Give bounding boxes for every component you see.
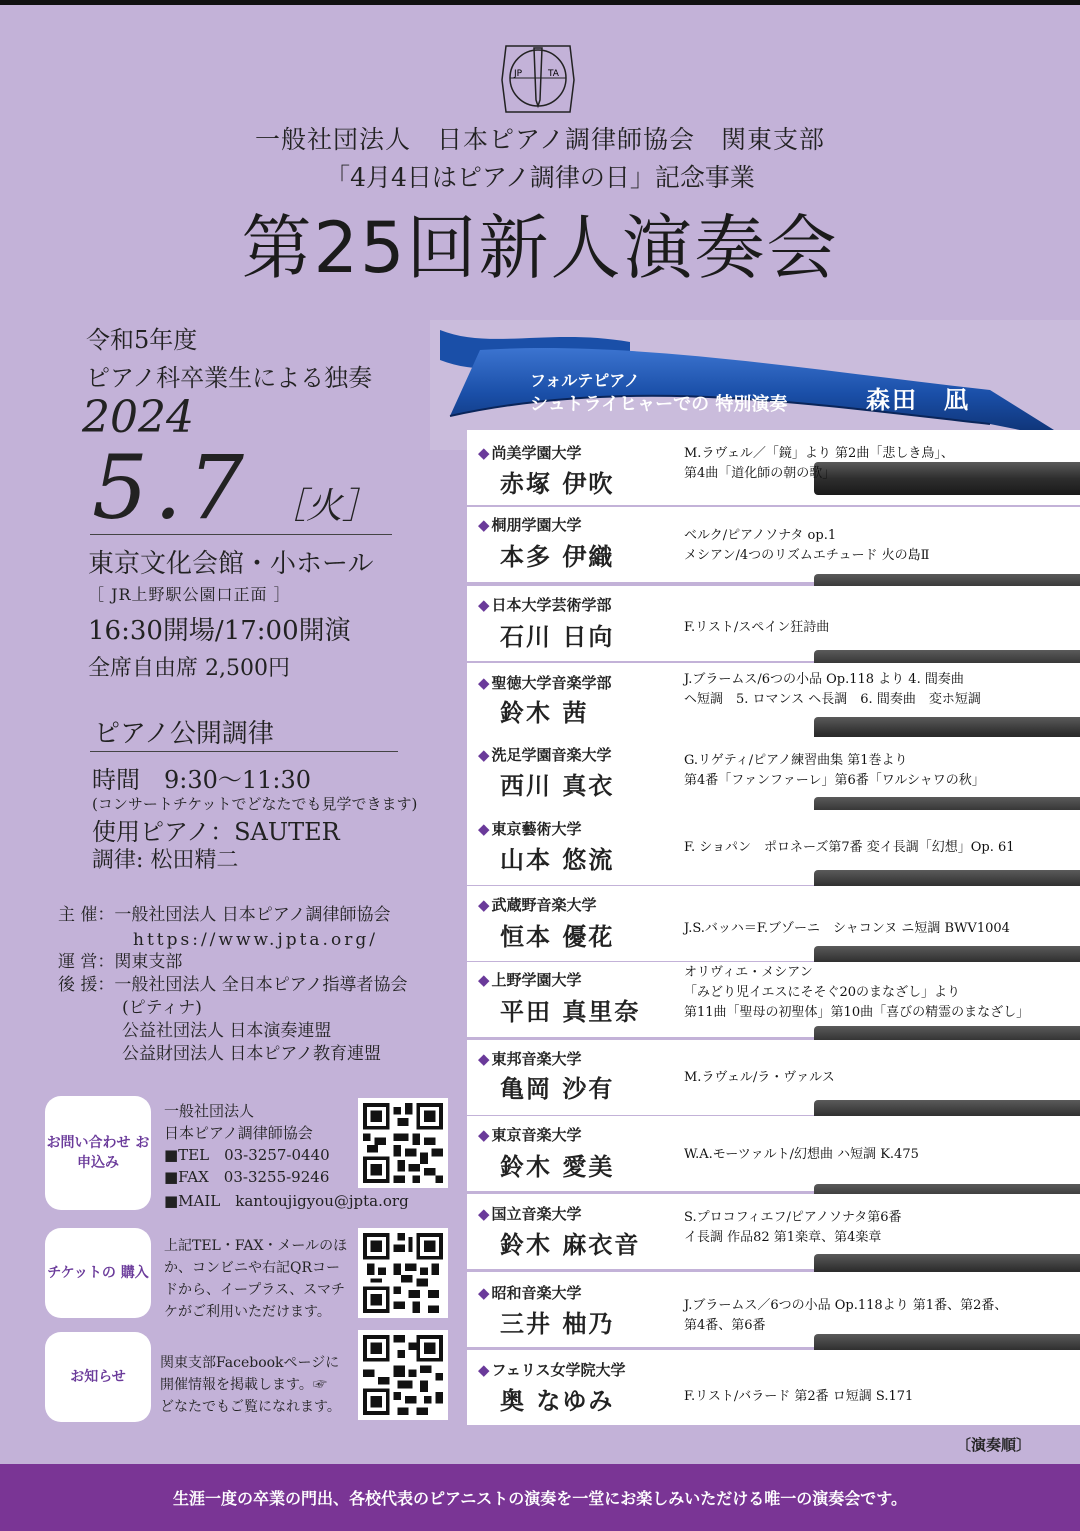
venue-note: ［ JR上野駅公園口正面 ］: [88, 585, 291, 604]
logo-ta: TA: [548, 69, 559, 79]
contact-label: お問い合わせ お申込み: [45, 1096, 151, 1210]
notice-line-2: 開催情報を掲載します。☞: [160, 1377, 327, 1393]
performer-school: ◆ 日本大学芸術学部: [478, 596, 612, 614]
tuning-note: (コンサートチケットでどなたでも見学できます): [92, 795, 418, 813]
notice-line-1: 関東支部Facebookページに: [160, 1355, 340, 1371]
performer-school: ◆ 国立音楽大学: [478, 1205, 582, 1223]
support-1b: (ピティナ): [122, 998, 202, 1018]
event-description: ピアノ科卒業生による独奏: [86, 364, 373, 392]
top-border: [0, 0, 1080, 5]
performer-piece: F.リスト/バラード 第2番 ロ短調 S.171: [684, 1389, 914, 1404]
performer-piece: J.ブラームス／6つの小品 Op.118より 第1番、第2番、 第4番、第6番: [684, 1298, 1008, 1333]
performer-name: 鈴木 麻衣音: [500, 1230, 641, 1259]
divider: [90, 751, 398, 752]
jpta-logo: [496, 40, 580, 118]
event-date: 5.7: [92, 436, 250, 539]
performer-school: ◆ 武蔵野音楽大学: [478, 896, 597, 914]
event-year: 2024: [82, 392, 194, 443]
performer-school: ◆ 東邦音楽大学: [478, 1050, 582, 1068]
performer-school: ◆ フェリス女学院大学: [478, 1361, 626, 1379]
performer-name: 西川 真衣: [500, 771, 615, 800]
performer-piece: J.S.バッハ＝F.ブゾーニ シャコンヌ ニ短調 BWV1004: [684, 921, 1010, 936]
ticket-line-4: ケがご利用いただけます。: [164, 1304, 331, 1320]
performer-school: ◆ 昭和音楽大学: [478, 1284, 582, 1302]
fiscal-year: 令和5年度: [86, 326, 198, 354]
special-performer: 森田 凪: [866, 385, 970, 414]
performer-name: 石川 日向: [500, 622, 615, 651]
qr-code[interactable]: [358, 1228, 448, 1318]
performer-name: 鈴木 愛美: [500, 1152, 615, 1181]
page-title: 第25回新人演奏会: [241, 207, 839, 289]
performer-name: 奥 なゆみ: [500, 1386, 615, 1415]
ticket-line-3: ドから、イープラス、スマチ: [164, 1282, 346, 1298]
event-line: 「4月4日はピアノ調律の日」記念事業: [325, 163, 755, 192]
performer-piece: M.ラヴェル/ラ・ヴァルス: [684, 1070, 835, 1085]
notice-line-3: どなたでもご覧になれます。: [160, 1399, 341, 1415]
performer-name: 平田 真里奈: [500, 997, 641, 1026]
performer-school: ◆ 東京音楽大学: [478, 1126, 582, 1144]
performer-name: 恒本 優花: [500, 922, 615, 951]
performer-name: 亀岡 沙有: [500, 1074, 615, 1103]
performer-piece: オリヴィエ・メシアン 「みどり児イエスにそそぐ20のまなざし」より 第11曲「聖母の初聖体」第10曲「喜びの精霊のまなざし」: [684, 965, 1030, 1020]
contact-fax: ■FAX 03-3255-9246: [164, 1168, 330, 1186]
performer-name: 三井 柚乃: [500, 1309, 615, 1338]
performer-piece: F.リスト/スペイン狂詩曲: [684, 620, 830, 635]
operation: 運 営：関東支部: [58, 952, 183, 972]
ticket-line-2: か、コンビニや右記QRコー: [164, 1260, 341, 1276]
performer-name: 山本 悠流: [500, 845, 615, 874]
qr-code[interactable]: [358, 1330, 448, 1420]
performer-school: ◆ 尚美学園大学: [478, 444, 582, 462]
ticket-label: チケットの 購入: [45, 1228, 151, 1318]
org-line: 一般社団法人 日本ピアノ調律師協会 関東支部: [254, 125, 825, 154]
performer-piece: M.ラヴェル／「鏡」より 第2曲「悲しき鳥」、 第4曲「道化師の朝の歌」: [684, 446, 954, 481]
event-price: 全席自由席 2,500円: [88, 656, 290, 681]
contact-tel[interactable]: ■TEL 03-3257-0440: [164, 1146, 330, 1164]
performer-name: 本多 伊織: [500, 542, 615, 571]
performer-name: 鈴木 茜: [500, 698, 589, 727]
support-3: 公益財団法人 日本ピアノ教育連盟: [122, 1044, 382, 1064]
event-times: 16:30開場/17:00開演: [88, 616, 351, 646]
tuning-tuner: 調律: 松田精二: [92, 848, 239, 873]
performer-school: ◆ 東京藝術大学: [478, 820, 582, 838]
performer-piece: J.ブラームス/6つの小品 Op.118 より 4. 間奏曲 ヘ短調 5. ロマンス ヘ長調 6. 間奏曲 変ホ短調: [684, 672, 981, 707]
divider: [90, 534, 392, 535]
performer-piece: F. ショパン ポロネーズ第7番 変イ長調「幻想」Op. 61: [684, 840, 1015, 855]
performer-piece: W.A.モーツァルト/幻想曲 ハ短調 K.475: [684, 1147, 919, 1162]
order-note: 〔演奏順〕: [956, 1436, 1032, 1454]
qr-code[interactable]: [358, 1098, 448, 1188]
special-line-1: フォルテピアノ: [530, 371, 640, 390]
performer-school: ◆ 桐朋学園大学: [478, 516, 582, 534]
tuning-piano: 使用ピアノ：SAUTER: [92, 818, 340, 846]
contact-mail[interactable]: ■MAIL kantoujigyou@jpta.org: [164, 1192, 409, 1210]
contact-org2: 日本ピアノ調律師協会: [164, 1124, 313, 1142]
performer-piece: G.リゲティ/ピアノ練習曲集 第1巻より 第4番「ファンファーレ」第6番「ワルシャワの秋」: [684, 753, 985, 788]
performer-name: 赤塚 伊吹: [500, 469, 615, 498]
support-2: 公益社団法人 日本演奏連盟: [122, 1021, 332, 1041]
venue: 東京文化会館・小ホール: [88, 549, 374, 579]
contact-org1: 一般社団法人: [164, 1102, 255, 1120]
event-weekday: ［火］: [270, 486, 379, 527]
tuning-time: 時間 9:30〜11:30: [92, 766, 312, 794]
performer-piece: ベルク/ピアノソナタ op.1 メシアン/4つのリズムエチュード 火の島Ⅱ: [684, 528, 930, 563]
support-1: 後 援：一般社団法人 全日本ピアノ指導者協会: [58, 975, 408, 995]
tuning-heading: ピアノ公開調律: [94, 719, 274, 749]
notice-label: お知らせ: [45, 1332, 151, 1422]
host: 主 催：一般社団法人 日本ピアノ調律師協会: [58, 905, 391, 925]
performer-piece: S.プロコフィエフ/ピアノソナタ第6番 イ長調 作品82 第1楽章、第4楽章: [684, 1210, 902, 1245]
footer-banner: 生涯一度の卒業の門出、各校代表のピアニストの演奏を一堂にお楽しみいただける唯一の演奏会です。: [0, 1464, 1080, 1531]
ticket-line-1: 上記TEL・FAX・メールのほ: [164, 1238, 348, 1254]
host-url[interactable]: https://www.jpta.org/: [133, 930, 378, 950]
performer-school: ◆ 上野学園大学: [478, 971, 582, 989]
logo-jp: JP: [514, 69, 523, 79]
performer-school: ◆ 聖徳大学音楽学部: [478, 674, 612, 692]
performer-school: ◆ 洗足学園音楽大学: [478, 746, 612, 764]
special-line-2: シュトライヒャーでの 特別演奏: [530, 394, 788, 415]
